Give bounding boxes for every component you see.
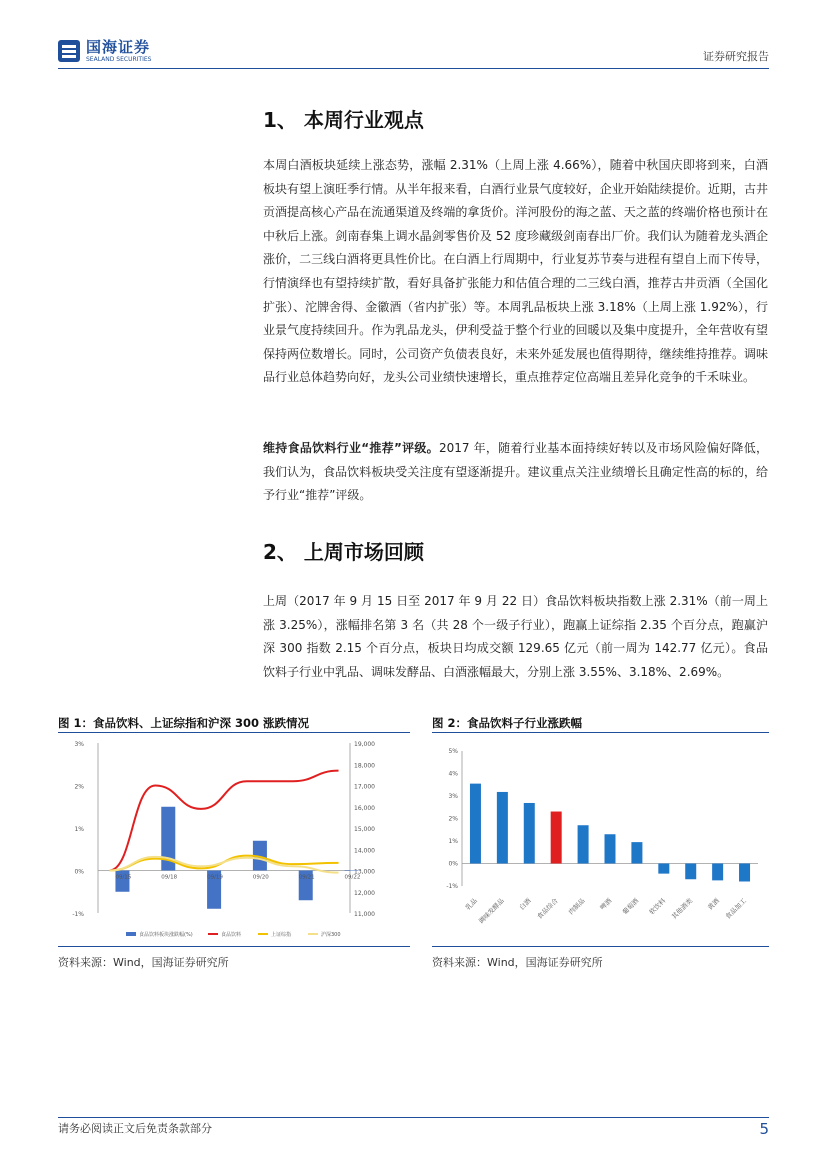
logo-cn-text: 国海证券 — [86, 37, 151, 56]
section1-paragraph-2 — [263, 437, 768, 508]
right-tick-label: 19,000 — [354, 741, 375, 748]
y-tick-label: 2% — [448, 815, 458, 823]
page-number: 5 — [759, 1120, 769, 1138]
y-tick-label: -1% — [446, 883, 458, 890]
right-tick-label: 13,000 — [354, 868, 375, 876]
left-tick-label: 1% — [74, 826, 84, 833]
figure1-bottom-rule — [58, 946, 410, 947]
category-tick-label: 09/20 — [252, 874, 269, 881]
chart2-bar — [631, 842, 642, 863]
footer-divider — [58, 1117, 769, 1118]
header-divider — [58, 68, 769, 69]
figure1-chart — [58, 733, 410, 946]
category-tick-label: 09/19 — [207, 874, 223, 881]
category-tick-label: 黄酒 — [706, 896, 722, 912]
figure1-title: 图 1：食品饮料、上证综指和沪深 300 涨跌情况 — [58, 716, 310, 730]
category-tick-label: 肉制品 — [567, 896, 587, 917]
rating-statement: 维持食品饮料行业“推荐”评级。 — [263, 441, 439, 455]
chart2-bar — [524, 803, 535, 864]
legend-swatch — [126, 932, 136, 936]
figure1-svg — [58, 733, 410, 946]
category-tick-label: 调味发酵品 — [477, 896, 506, 926]
page-header — [58, 36, 769, 66]
category-tick-label: 食品综合 — [535, 896, 560, 921]
legend-label: 食品饮料板块涨跌幅(%) — [139, 932, 193, 938]
chart2-bar — [605, 834, 616, 863]
right-tick-label: 17,000 — [354, 783, 375, 791]
category-tick-label: 乳品 — [464, 896, 479, 912]
section1-rating — [263, 437, 768, 508]
legend-label: 沪深300 — [321, 932, 341, 938]
right-tick-label: 15,000 — [354, 826, 375, 833]
category-tick-label: 09/15 — [115, 874, 132, 881]
right-tick-label: 16,000 — [354, 804, 375, 812]
section-market-review — [263, 536, 768, 565]
company-logo — [58, 36, 151, 66]
rating-detail: 2017 年，随着行业基本面持续好转以及市场风险偏好降低，我们认为，食品饮料板块受关注度有望逐渐提升。建议重点关注业绩增长且确定性高的标的，给予行业“推荐”评级。 — [263, 441, 768, 503]
category-tick-label: 啤酒 — [598, 896, 614, 912]
section1-body — [263, 154, 768, 390]
chart1-bar — [345, 871, 359, 872]
left-tick-label: 2% — [74, 783, 84, 791]
y-tick-label: 5% — [448, 748, 458, 755]
logo-en-text: SEALAND SECURITIES — [86, 55, 152, 63]
left-tick-label: -1% — [72, 911, 84, 918]
section2-body — [263, 590, 768, 684]
legend-label: 上证综指 — [271, 932, 292, 938]
chart2-bar — [551, 812, 562, 864]
chart2-bar — [712, 864, 723, 881]
chart2-bar — [685, 864, 696, 880]
category-tick-label: 白酒 — [517, 896, 533, 912]
right-tick-label: 11,000 — [354, 911, 375, 918]
section1-heading: 1、 本周行业观点 — [263, 108, 424, 132]
category-tick-label: 葡萄酒 — [620, 896, 641, 917]
figure1-source: 资料来源：Wind，国海证券研究所 — [58, 956, 229, 969]
category-tick-label: 软饮料 — [647, 896, 668, 917]
section1-paragraph-1: 本周白酒板块延续上涨态势，涨幅 2.31%（上周上涨 4.66%），随着中秋国庆即将到来，白酒板块有望上演旺季行情。从半年报来看，白酒行业景气度较好，企业开始陆续提价。近期，古井贡酒提高核心产品在流通渠道及终端的拿货价。洋河股份的海之蓝、天之蓝的终端价格也预计在中秋后上涨。剑南春集上调水晶剑零售价及 52 度珍藏级剑南春出厂价。我们认为随着龙头酒企涨价，二三线白酒将更具性价比。在白酒上行周期中，行业复苏节奏与进程有望自上而下传导，行情演绎也有望持续扩散，看好具备扩张能力和估值合理的二三线白酒，推荐古井贡酒（全国化扩张）、沱牌舍得、金徽酒（省内扩张）等。本周乳品板块上涨 3.18%（上周上涨 1.92%），行业景气度持续回升。作为乳品龙头，伊利受益于整个行业的回暖以及集中度提升，全年营收有望保持两位数增长。同时，公司资产负债表良好，未来外延发展也值得期待，继续维持推荐。调味品行业总体趋势向好，龙头公司业绩快速增长，重点推荐定位高端且差异化竞争的千禾味业。 — [263, 158, 768, 385]
category-tick-label: 其他酒类 — [670, 896, 695, 921]
y-tick-label: 1% — [448, 838, 458, 845]
figure2-bottom-rule — [432, 946, 769, 947]
chart2-bar — [497, 792, 508, 864]
figure2-source: 资料来源：Wind，国海证券研究所 — [432, 956, 603, 969]
chart1-series-line — [109, 771, 338, 871]
figure2-title: 图 2：食品饮料子行业涨跌幅 — [432, 716, 583, 730]
y-tick-label: 0% — [448, 860, 458, 868]
right-tick-label: 12,000 — [354, 889, 375, 897]
chart2-bar — [658, 864, 669, 874]
section2-heading: 2、 上周市场回顾 — [263, 540, 424, 564]
right-tick-label: 18,000 — [354, 762, 375, 770]
section2-paragraph-1: 上周（2017 年 9 月 15 日至 2017 年 9 月 22 日）食品饮料板块指数上涨 2.31%（前一周上涨 3.25%），涨幅排名第 3 名（共 28 个一级子行业），跑赢上证综指 2.35 个百分点，跑赢沪深 300 指数 2.15 个百分点，板块日均成交额 129.65 亿元（前一周为 142.77 亿元）。食品饮料子行业中乳品、调味发酵品、白酒涨幅最大，分别上涨 3.55%、3.18%、2.69%。 — [263, 594, 768, 679]
logo-mark-icon — [58, 40, 80, 62]
chart2-bar — [470, 784, 481, 864]
y-tick-label: 4% — [448, 770, 458, 778]
document-type: 证券研究报告 — [703, 50, 769, 63]
chart2-bar — [578, 825, 589, 863]
legend-label: 食品饮料 — [221, 932, 242, 938]
figure2-chart — [432, 733, 769, 946]
left-tick-label: 0% — [74, 868, 84, 876]
figure2-svg — [432, 733, 769, 946]
category-tick-label: 09/21 — [298, 874, 315, 881]
right-tick-label: 14,000 — [354, 847, 375, 855]
left-tick-label: 3% — [74, 741, 84, 748]
footer-disclaimer: 请务必阅读正文后免责条款部分 — [58, 1122, 212, 1135]
section-industry-view — [263, 104, 768, 133]
chart2-bar — [739, 864, 750, 882]
category-tick-label: 09/22 — [344, 874, 361, 881]
category-tick-label: 食品加工 — [723, 896, 748, 921]
category-tick-label: 09/18 — [161, 874, 178, 881]
y-tick-label: 3% — [448, 793, 458, 800]
